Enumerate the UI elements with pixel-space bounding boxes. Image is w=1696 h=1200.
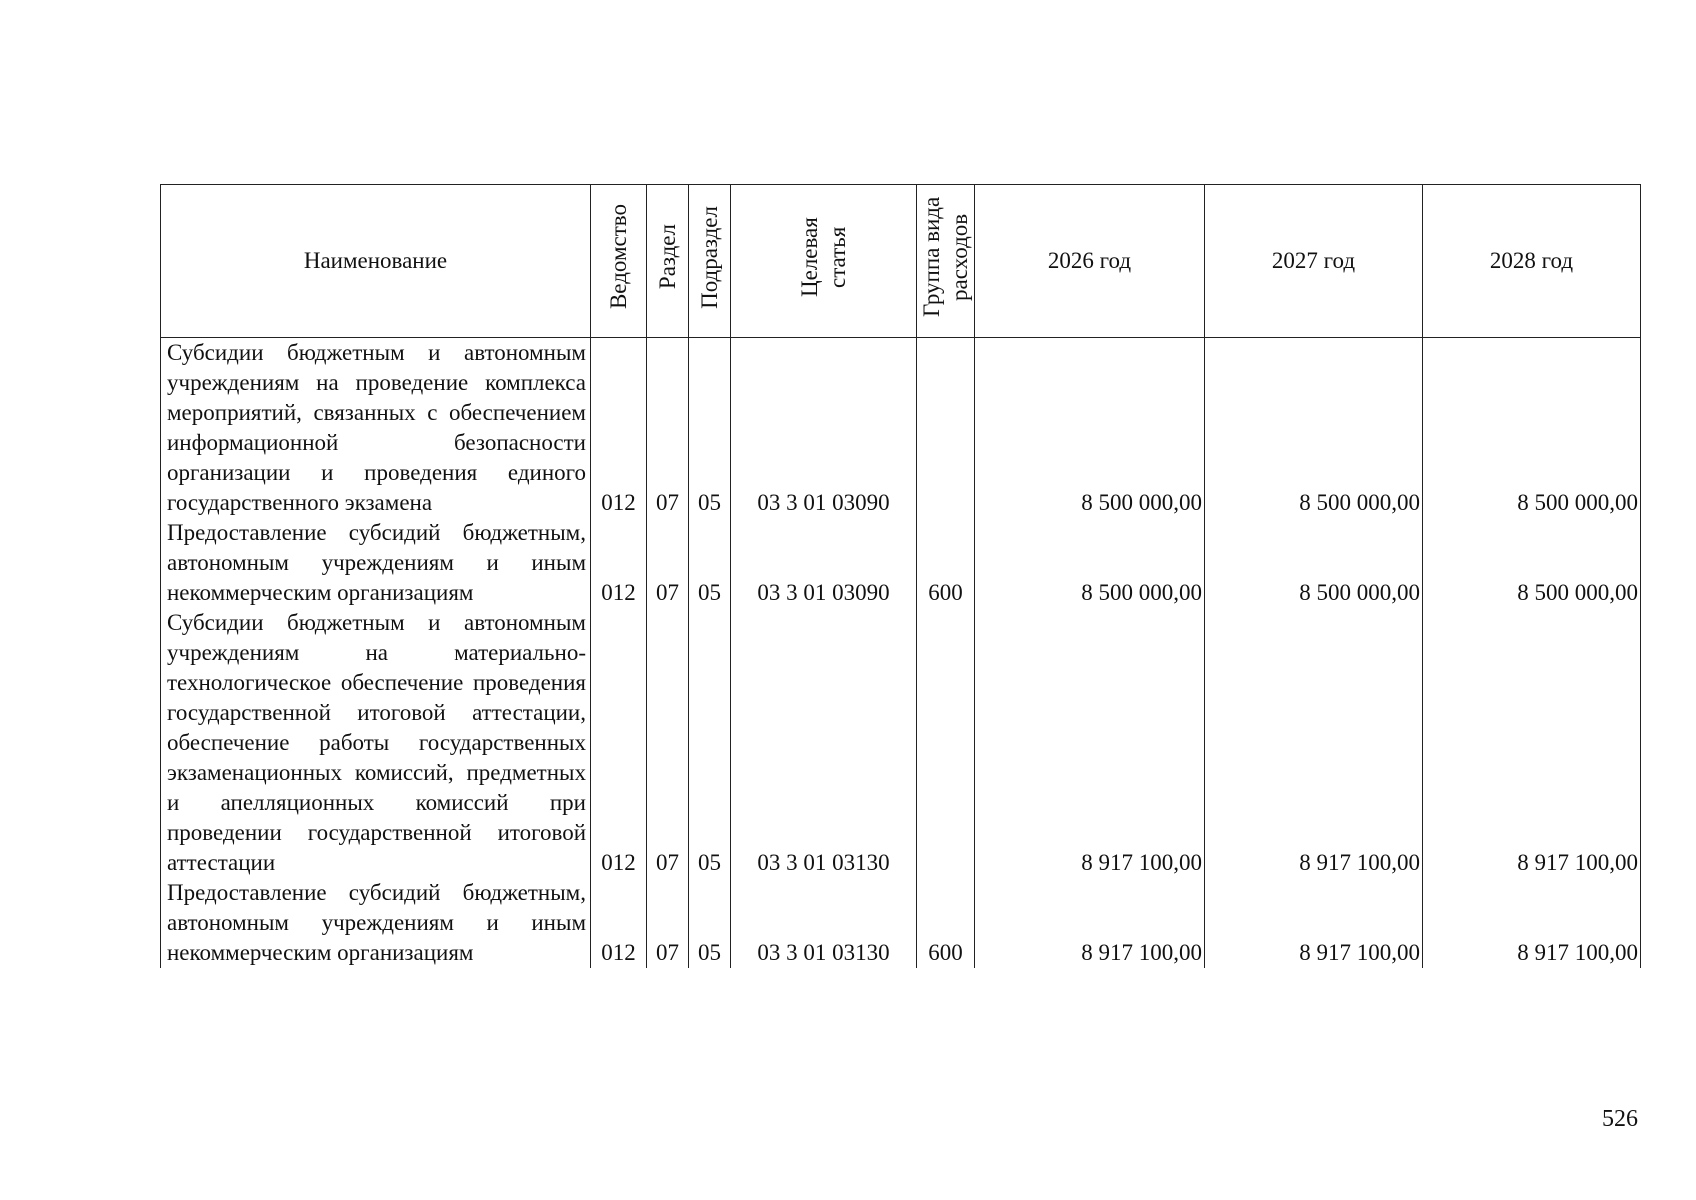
row-amount-2026: 8 500 000,00 [975,518,1205,608]
header-2028: 2028 год [1423,185,1641,338]
row-amount-2026: 8 917 100,00 [975,608,1205,878]
row-celevaya-statya: 03 3 01 03090 [731,518,917,608]
row-celevaya-statya: 03 3 01 03130 [731,608,917,878]
row-amount-2027: 8 917 100,00 [1205,878,1423,968]
row-vedomstvo: 012 [591,608,647,878]
row-amount-2026: 8 500 000,00 [975,338,1205,519]
table-row [161,608,1641,878]
header-2026: 2026 год [975,185,1205,338]
row-amount-2028: 8 500 000,00 [1423,518,1641,608]
header-gruppa-vida-rashodov: Группа вида расходов [917,185,975,338]
row-name: Субсидии бюджетным и автономным учреждениям на проведение комплекса мероприятий, связанных с обеспечением информационной безопасности организации и проведения единого государственного экзамена [161,338,591,519]
row-razdel: 07 [647,338,689,519]
row-amount-2027: 8 917 100,00 [1205,608,1423,878]
row-amount-2028: 8 917 100,00 [1423,878,1641,968]
row-podrazdel: 05 [689,338,731,519]
header-vedomstvo: Ведомство [591,185,647,338]
row-razdel: 07 [647,608,689,878]
row-name: Субсидии бюджетным и автономным учреждениям на материально-технологическое обеспечение проведения государственной итоговой аттестации, обеспечение работы государственных экзаменационных комиссий, предметных и апелляционных комиссий при проведении государственной итоговой аттестации [161,608,591,878]
row-gruppa [917,608,975,878]
budget-table [160,184,1641,968]
row-amount-2027: 8 500 000,00 [1205,338,1423,519]
table-row [161,518,1641,608]
row-podrazdel: 05 [689,878,731,968]
row-vedomstvo: 012 [591,878,647,968]
row-amount-2027: 8 500 000,00 [1205,518,1423,608]
row-amount-2028: 8 500 000,00 [1423,338,1641,519]
row-podrazdel: 05 [689,518,731,608]
header-podrazdel: Подраздел [689,185,731,338]
row-amount-2028: 8 917 100,00 [1423,608,1641,878]
page-number: 526 [1602,1106,1638,1132]
table-row [161,338,1641,519]
row-vedomstvo: 012 [591,518,647,608]
row-razdel: 07 [647,518,689,608]
row-podrazdel: 05 [689,608,731,878]
row-gruppa: 600 [917,518,975,608]
row-celevaya-statya: 03 3 01 03130 [731,878,917,968]
row-celevaya-statya: 03 3 01 03090 [731,338,917,519]
row-vedomstvo: 012 [591,338,647,519]
row-razdel: 07 [647,878,689,968]
row-gruppa [917,338,975,519]
header-razdel: Раздел [647,185,689,338]
header-2027: 2027 год [1205,185,1423,338]
row-amount-2026: 8 917 100,00 [975,878,1205,968]
row-gruppa: 600 [917,878,975,968]
header-celevaya-statya: Целевая статья [731,185,917,338]
row-name: Предоставление субсидий бюджетным, автономным учреждениям и иным некоммерческим организациям [161,518,591,608]
header-name: Наименование [161,185,591,338]
table-row [161,878,1641,968]
row-name: Предоставление субсидий бюджетным, автономным учреждениям и иным некоммерческим организациям [161,878,591,968]
table-header-row [161,185,1641,338]
